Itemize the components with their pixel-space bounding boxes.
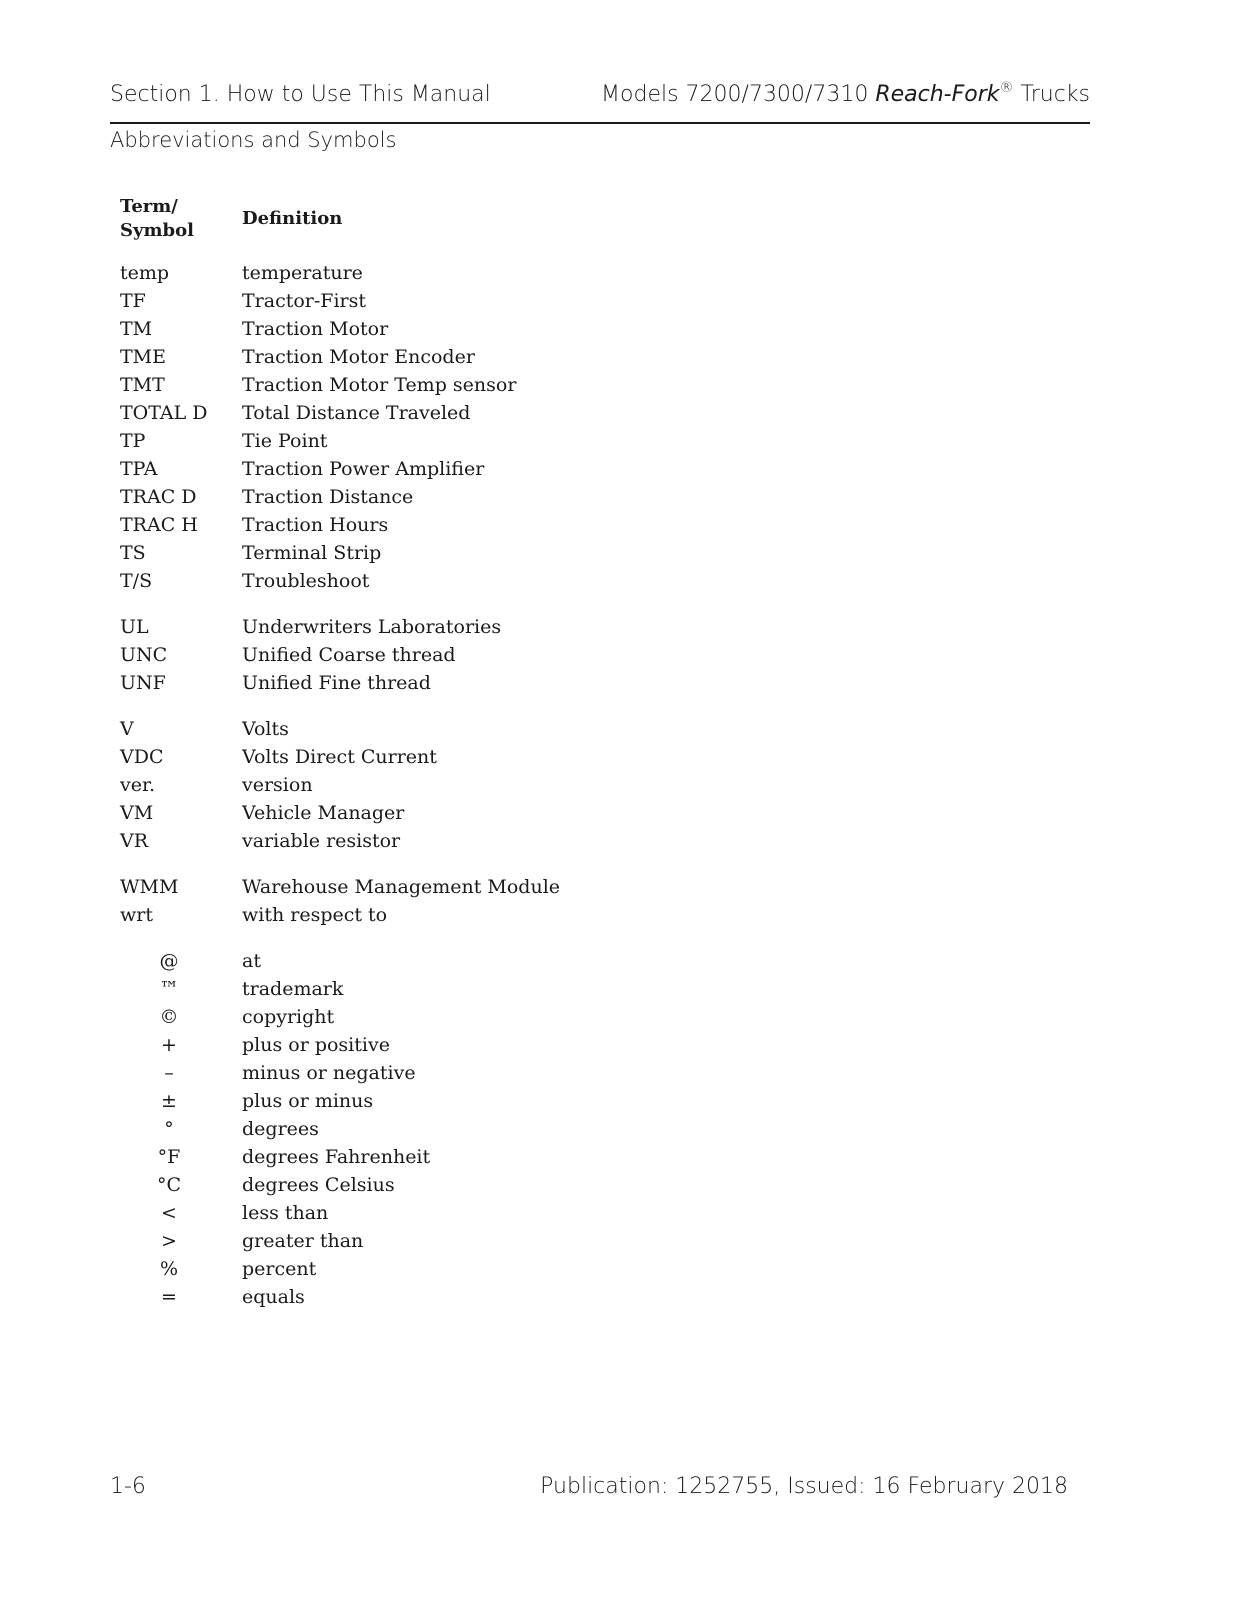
page-header bbox=[110, 82, 1090, 124]
definition-cell: degrees Fahrenheit bbox=[242, 1146, 431, 1168]
term-cell: wrt bbox=[120, 904, 153, 926]
table-row bbox=[120, 743, 680, 771]
table-row bbox=[120, 873, 680, 901]
table-row bbox=[120, 1283, 680, 1311]
col-term-header bbox=[120, 195, 194, 243]
term-cell: TOTAL D bbox=[120, 402, 208, 424]
definition-cell: Tie Point bbox=[242, 430, 328, 452]
definition-cell: at bbox=[242, 950, 261, 972]
term-cell: TME bbox=[120, 346, 166, 368]
table-row bbox=[120, 1143, 680, 1171]
definition-cell: Underwriters Laboratories bbox=[242, 616, 502, 638]
table-row bbox=[120, 715, 680, 743]
col-definition-header: Definition bbox=[242, 208, 343, 229]
definition-cell: Traction Motor bbox=[242, 318, 389, 340]
table-row bbox=[120, 315, 680, 343]
term-cell: WMM bbox=[120, 876, 179, 898]
definition-cell: Traction Distance bbox=[242, 486, 414, 508]
table-body bbox=[120, 259, 680, 1311]
term-cell: = bbox=[161, 1286, 177, 1308]
table-row bbox=[120, 259, 680, 287]
definition-cell: Traction Motor Temp sensor bbox=[242, 374, 517, 396]
table-row bbox=[120, 1255, 680, 1283]
table-row bbox=[120, 1199, 680, 1227]
definition-cell: Volts bbox=[242, 718, 289, 740]
table-row bbox=[120, 287, 680, 315]
table-row bbox=[120, 1171, 680, 1199]
definition-cell: Traction Hours bbox=[242, 514, 389, 536]
definition-cell: minus or negative bbox=[242, 1062, 416, 1084]
table-row bbox=[120, 771, 680, 799]
term-cell: TS bbox=[120, 542, 146, 564]
table-row bbox=[120, 641, 680, 669]
term-cell: TF bbox=[120, 290, 146, 312]
term-cell: @ bbox=[159, 950, 179, 972]
table-group bbox=[120, 259, 680, 595]
table-group bbox=[120, 947, 680, 1311]
table-row bbox=[120, 539, 680, 567]
term-cell: TMT bbox=[120, 374, 165, 396]
table-group bbox=[120, 613, 680, 697]
definition-cell: plus or minus bbox=[242, 1090, 374, 1112]
definition-cell: Terminal Strip bbox=[242, 542, 382, 564]
term-cell: TPA bbox=[120, 458, 158, 480]
models-italic: Reach-Fork bbox=[875, 82, 1000, 107]
table-row bbox=[120, 1059, 680, 1087]
table-row bbox=[120, 1227, 680, 1255]
section-title: Section 1. How to Use This Manual bbox=[110, 82, 491, 107]
definition-cell: degrees bbox=[242, 1118, 319, 1140]
definition-cell: plus or positive bbox=[242, 1034, 390, 1056]
definition-cell: with respect to bbox=[242, 904, 388, 926]
definition-cell: percent bbox=[242, 1258, 317, 1280]
table-group bbox=[120, 715, 680, 855]
publication-info: Publication: 1252755, Issued: 16 February 2018 bbox=[540, 1474, 1068, 1499]
term-cell: VR bbox=[120, 830, 149, 852]
table-row bbox=[120, 399, 680, 427]
definition-cell: Unified Coarse thread bbox=[242, 644, 456, 666]
definition-cell: temperature bbox=[242, 262, 363, 284]
page-subhead: Abbreviations and Symbols bbox=[110, 128, 397, 152]
table-row bbox=[120, 799, 680, 827]
table-row bbox=[120, 1115, 680, 1143]
term-cell: UNF bbox=[120, 672, 166, 694]
definition-cell: Warehouse Management Module bbox=[242, 876, 561, 898]
table-header bbox=[120, 195, 680, 253]
definition-cell: Unified Fine thread bbox=[242, 672, 431, 694]
col-term-line2: Symbol bbox=[120, 220, 194, 241]
definition-cell: Vehicle Manager bbox=[242, 802, 405, 824]
table-row bbox=[120, 1031, 680, 1059]
table-row bbox=[120, 901, 680, 929]
term-cell: > bbox=[161, 1230, 177, 1252]
term-cell: TM bbox=[120, 318, 153, 340]
term-cell: – bbox=[164, 1062, 174, 1084]
table-row bbox=[120, 455, 680, 483]
abbreviations-table bbox=[120, 195, 680, 1311]
term-cell: VDC bbox=[120, 746, 164, 768]
term-cell: TRAC H bbox=[120, 514, 198, 536]
definition-cell: degrees Celsius bbox=[242, 1174, 395, 1196]
table-group bbox=[120, 873, 680, 929]
definition-cell: Tractor-First bbox=[242, 290, 367, 312]
term-cell: °C bbox=[156, 1174, 182, 1196]
table-row bbox=[120, 669, 680, 697]
definition-cell: equals bbox=[242, 1286, 305, 1308]
definition-cell: Traction Motor Encoder bbox=[242, 346, 475, 368]
term-cell: temp bbox=[120, 262, 170, 284]
term-cell: ± bbox=[161, 1090, 177, 1112]
table-row bbox=[120, 947, 680, 975]
definition-cell: Total Distance Traveled bbox=[242, 402, 471, 424]
definition-cell: greater than bbox=[242, 1230, 364, 1252]
term-cell: < bbox=[161, 1202, 177, 1224]
definition-cell: less than bbox=[242, 1202, 329, 1224]
term-cell: V bbox=[120, 718, 134, 740]
definition-cell: trademark bbox=[242, 978, 344, 1000]
term-cell: © bbox=[159, 1006, 179, 1028]
table-row bbox=[120, 1003, 680, 1031]
table-row bbox=[120, 567, 680, 595]
table-row bbox=[120, 511, 680, 539]
definition-cell: Traction Power Amplifier bbox=[242, 458, 485, 480]
term-cell: + bbox=[161, 1034, 177, 1056]
term-cell: TP bbox=[120, 430, 146, 452]
models-suffix: Trucks bbox=[1013, 82, 1090, 107]
registered-mark: ® bbox=[999, 80, 1014, 96]
definition-cell: Troubleshoot bbox=[242, 570, 370, 592]
table-row bbox=[120, 343, 680, 371]
term-cell: ™ bbox=[159, 978, 179, 1000]
col-term-line1: Term/ bbox=[120, 196, 178, 217]
page-number: 1-6 bbox=[110, 1474, 146, 1499]
models-prefix: Models 7200/7300/7310 bbox=[601, 82, 876, 107]
definition-cell: version bbox=[242, 774, 313, 796]
term-cell: UL bbox=[120, 616, 149, 638]
term-cell: °F bbox=[157, 1146, 181, 1168]
models-title bbox=[601, 82, 1090, 107]
table-row bbox=[120, 827, 680, 855]
table-row bbox=[120, 1087, 680, 1115]
definition-cell: copyright bbox=[242, 1006, 335, 1028]
term-cell: VM bbox=[120, 802, 154, 824]
table-row bbox=[120, 613, 680, 641]
term-cell: T/S bbox=[120, 570, 153, 592]
definition-cell: variable resistor bbox=[242, 830, 401, 852]
term-cell: UNC bbox=[120, 644, 168, 666]
term-cell: ver. bbox=[120, 774, 156, 796]
definition-cell: Volts Direct Current bbox=[242, 746, 437, 768]
term-cell: % bbox=[159, 1258, 179, 1280]
term-cell: TRAC D bbox=[120, 486, 197, 508]
table-row bbox=[120, 371, 680, 399]
table-row bbox=[120, 975, 680, 1003]
table-row bbox=[120, 483, 680, 511]
term-cell: ° bbox=[164, 1118, 174, 1140]
table-row bbox=[120, 427, 680, 455]
